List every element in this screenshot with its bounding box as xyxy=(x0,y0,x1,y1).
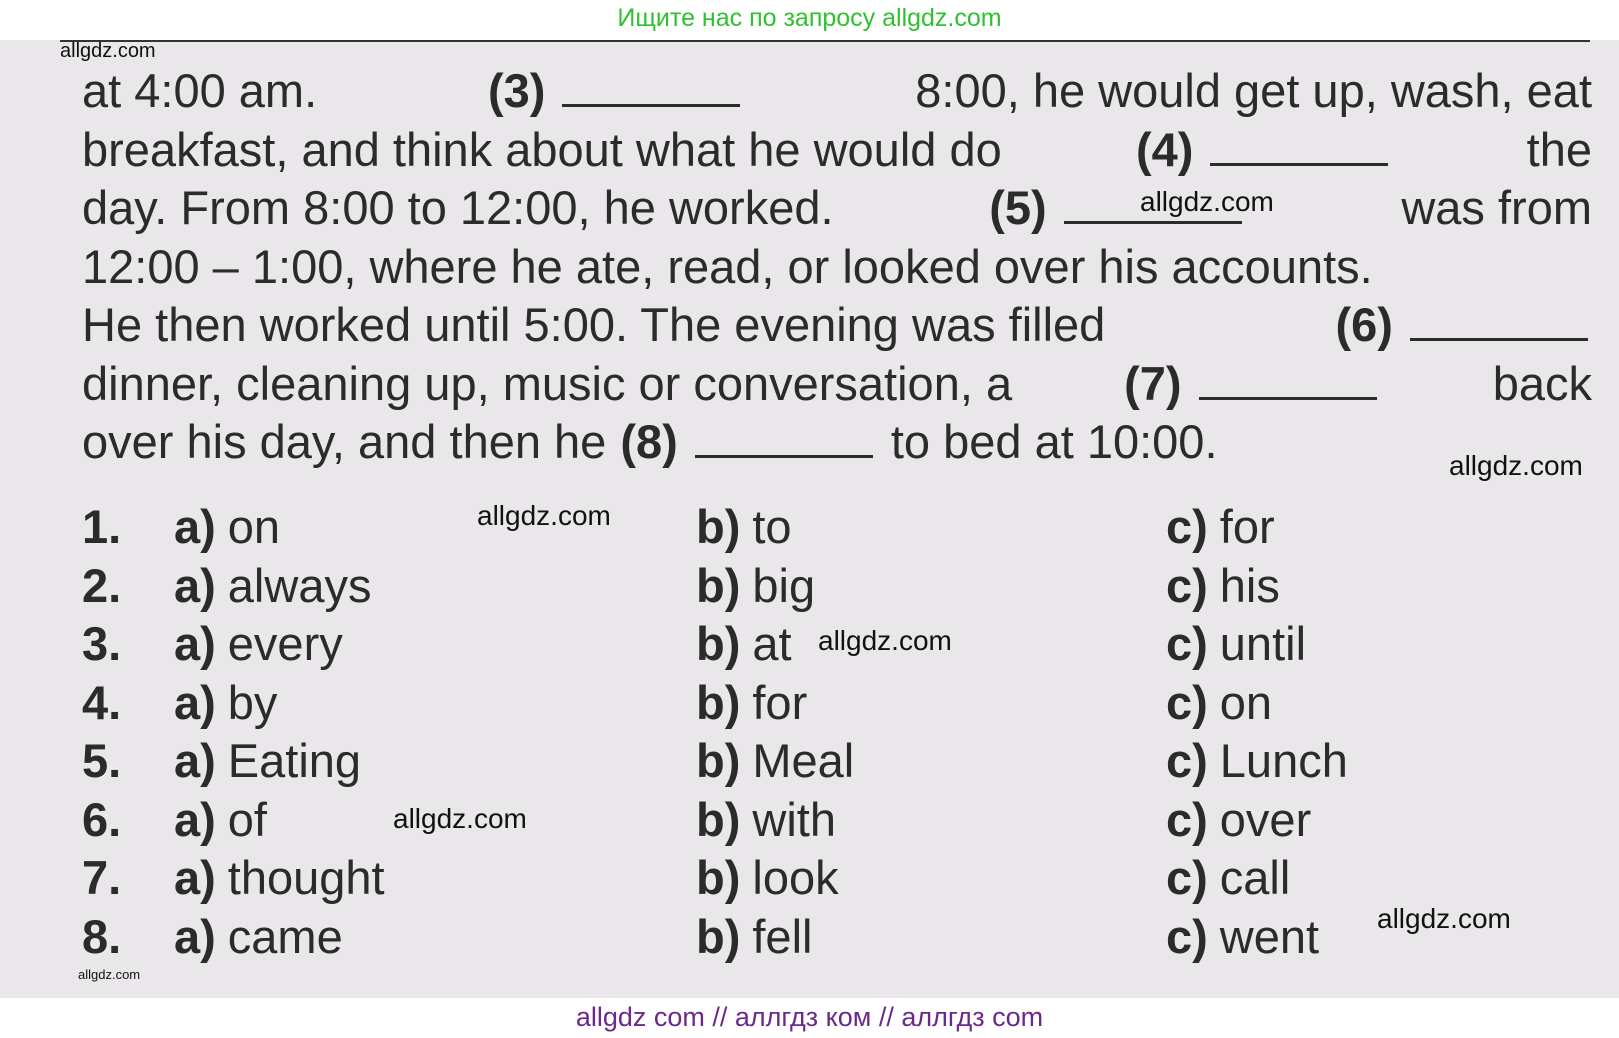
passage-text xyxy=(82,62,1592,472)
passage-text-segment: to bed at 10:00. xyxy=(890,415,1218,468)
passage-text-segment: back xyxy=(1492,356,1592,410)
option-b xyxy=(696,791,836,850)
passage-text-segment: 12:00 – 1:00, where he ate, read, or looked over his accounts. xyxy=(82,239,1373,293)
option-text: look xyxy=(752,851,839,904)
passage-line-4 xyxy=(82,238,1592,297)
passage-text-segment: the xyxy=(1526,122,1592,176)
option-row-6 xyxy=(82,791,1582,850)
passage-text-segment: He then worked until 5:00. The evening was filled xyxy=(82,298,1106,351)
gap-number: (3) xyxy=(487,64,546,117)
option-letter: b) xyxy=(696,734,741,787)
option-c xyxy=(1166,849,1290,908)
option-text: Eating xyxy=(227,734,362,787)
watermark: allgdz.com xyxy=(1140,186,1274,217)
option-row-7 xyxy=(82,849,1582,908)
option-text: for xyxy=(1219,500,1275,553)
watermark: allgdz.com xyxy=(1377,903,1511,934)
option-letter: c) xyxy=(1166,851,1208,904)
gap-number: (5) xyxy=(989,181,1047,234)
watermark: allgdz.com xyxy=(60,40,156,62)
option-c xyxy=(1166,498,1275,557)
option-letter: c) xyxy=(1166,909,1208,963)
question-number: 1. xyxy=(82,500,122,553)
option-letter: b) xyxy=(696,851,741,904)
option-c xyxy=(1166,732,1348,791)
option-text: to xyxy=(752,500,792,553)
passage-text-segment: breakfast, and think about what he would do xyxy=(82,122,1002,176)
option-letter: c) xyxy=(1166,558,1208,612)
option-letter: b) xyxy=(696,558,741,612)
option-b xyxy=(696,498,792,557)
option-letter: c) xyxy=(1166,500,1208,553)
option-text: big xyxy=(752,558,816,612)
watermark: allgdz.com xyxy=(477,500,611,531)
option-a xyxy=(174,849,385,908)
option-letter: a) xyxy=(174,500,216,553)
option-row-5 xyxy=(82,732,1582,791)
option-b xyxy=(696,615,792,674)
gap-blank xyxy=(1210,123,1388,166)
option-letter: c) xyxy=(1166,675,1208,729)
option-text: call xyxy=(1219,851,1291,904)
gap-blank xyxy=(562,64,740,107)
passage-line-2 xyxy=(82,121,1592,180)
option-c xyxy=(1166,908,1319,967)
option-text: at xyxy=(752,617,792,670)
option-text: went xyxy=(1219,909,1320,963)
watermark: allgdz.com xyxy=(393,803,527,834)
option-text: for xyxy=(752,675,808,729)
option-a xyxy=(174,732,361,791)
option-letter: a) xyxy=(174,734,216,787)
gap-blank xyxy=(1199,357,1377,400)
option-a xyxy=(174,498,280,557)
option-letter: c) xyxy=(1166,792,1208,846)
passage-line-3 xyxy=(82,179,1592,238)
gap-6 xyxy=(1335,296,1592,355)
bottom-banner: allgdz com // аллгдз ком // аллгдз com xyxy=(0,998,1619,1038)
option-c xyxy=(1166,615,1306,674)
option-a xyxy=(174,791,267,850)
gap-number: (8) xyxy=(620,415,678,468)
option-text: on xyxy=(1219,675,1273,729)
question-number: 8. xyxy=(82,909,122,963)
option-row-1 xyxy=(82,498,1582,557)
option-b xyxy=(696,732,854,791)
option-row-2 xyxy=(82,557,1582,616)
question-number: 4. xyxy=(82,675,122,729)
passage-text-segment: at 4:00 am. xyxy=(82,64,318,117)
option-text: always xyxy=(227,558,372,612)
option-a xyxy=(174,615,343,674)
top-banner: Ищите нас по запросу allgdz.com xyxy=(0,0,1619,38)
option-letter: a) xyxy=(174,617,216,670)
question-number: 2. xyxy=(82,558,122,612)
passage-text-segment: dinner, cleaning up, music or conversation, a xyxy=(82,356,1013,410)
gap-8 xyxy=(620,413,877,472)
gap-blank xyxy=(695,415,873,458)
option-letter: b) xyxy=(696,909,741,963)
gap-number: (4) xyxy=(1135,122,1194,176)
passage-text-segment: day. From 8:00 to 12:00, he worked. xyxy=(82,181,834,234)
option-letter: c) xyxy=(1166,734,1208,787)
option-b xyxy=(696,908,812,967)
option-letter: a) xyxy=(174,675,216,729)
question-number: 7. xyxy=(82,851,122,904)
option-b xyxy=(696,557,815,616)
option-text: with xyxy=(752,792,836,846)
watermark: allgdz.com xyxy=(78,967,141,982)
question-number: 6. xyxy=(82,792,122,846)
option-text: fell xyxy=(752,909,813,963)
option-row-4 xyxy=(82,674,1582,733)
option-b xyxy=(696,849,839,908)
passage-text-segment: was from xyxy=(1401,181,1592,234)
option-text: until xyxy=(1219,617,1307,670)
option-row-8 xyxy=(82,908,1582,967)
option-letter: b) xyxy=(696,675,741,729)
option-c xyxy=(1166,674,1272,733)
option-text: over xyxy=(1219,792,1312,846)
option-text: on xyxy=(227,500,281,553)
passage-text-segment: 8:00, he would get up, wash, eat xyxy=(915,64,1592,117)
option-a xyxy=(174,674,277,733)
gap-number: (7) xyxy=(1124,356,1182,410)
option-c xyxy=(1166,791,1311,850)
gap-7 xyxy=(1124,355,1381,414)
option-letter: a) xyxy=(174,792,216,846)
watermark: allgdz.com xyxy=(818,625,952,656)
option-text: by xyxy=(227,675,278,729)
passage-line-5 xyxy=(82,296,1592,355)
option-b xyxy=(696,674,807,733)
gap-4 xyxy=(1136,121,1393,180)
option-text: thought xyxy=(227,851,385,904)
gap-blank xyxy=(1410,298,1588,341)
option-text: Meal xyxy=(752,734,855,787)
option-letter: c) xyxy=(1166,617,1208,670)
page-rule xyxy=(60,40,1590,42)
option-text: Lunch xyxy=(1219,734,1348,787)
option-a xyxy=(174,557,371,616)
option-text: his xyxy=(1219,558,1280,612)
option-letter: a) xyxy=(174,909,216,963)
option-letter: b) xyxy=(696,500,741,553)
option-letter: b) xyxy=(696,617,741,670)
option-letter: a) xyxy=(174,558,216,612)
passage-text-segment: over his day, and then he xyxy=(82,415,607,468)
passage-line-1 xyxy=(82,62,1592,121)
question-number: 5. xyxy=(82,734,122,787)
passage-line-7 xyxy=(82,413,1592,472)
gap-number: (6) xyxy=(1335,298,1393,351)
passage-line-6 xyxy=(82,355,1592,414)
option-a xyxy=(174,908,343,967)
option-text: of xyxy=(227,792,267,846)
option-text: came xyxy=(227,909,343,963)
answer-options xyxy=(82,498,1582,966)
option-text: every xyxy=(227,617,343,670)
option-c xyxy=(1166,557,1280,616)
watermark: allgdz.com xyxy=(1449,450,1583,481)
question-number: 3. xyxy=(82,617,122,670)
gap-3 xyxy=(488,62,745,121)
option-letter: a) xyxy=(174,851,216,904)
option-letter: b) xyxy=(696,792,741,846)
